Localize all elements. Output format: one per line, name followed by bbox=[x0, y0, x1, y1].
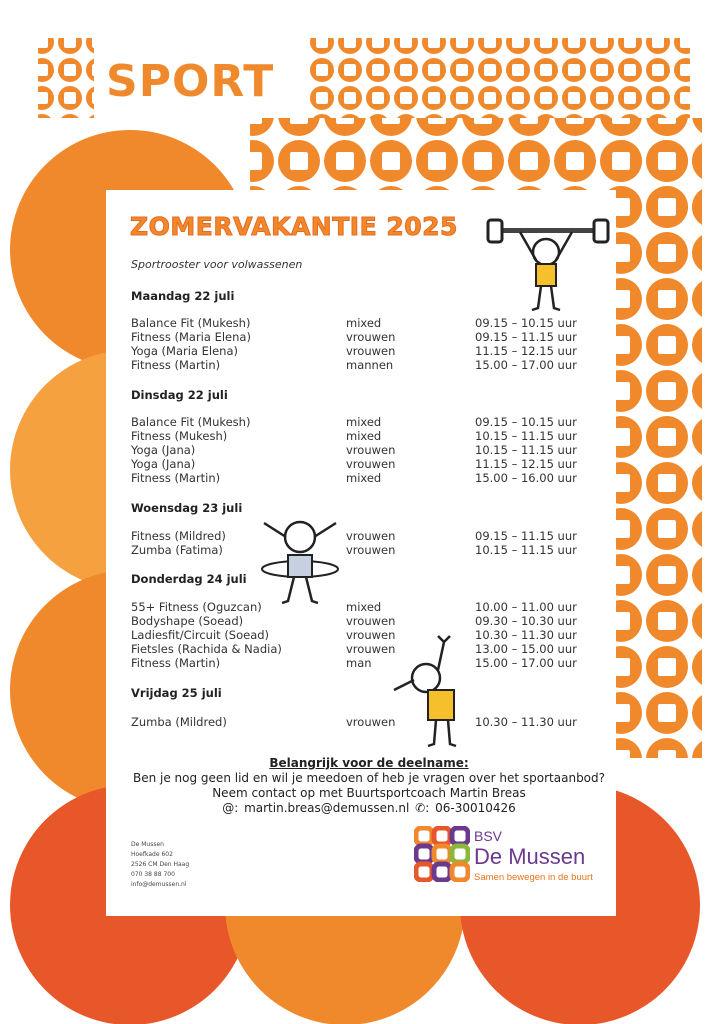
group: vrouwen bbox=[346, 344, 396, 358]
group: vrouwen bbox=[346, 457, 396, 471]
contact-line bbox=[106, 801, 632, 816]
logo-mark-icon bbox=[414, 826, 470, 882]
activity: Fietsles (Rachida & Nadia) bbox=[131, 642, 282, 656]
schedule-row bbox=[131, 457, 601, 471]
address-line: De Mussen bbox=[131, 841, 164, 848]
time: 10.30 – 11.30 uur bbox=[475, 628, 577, 642]
schedule-row bbox=[131, 415, 601, 429]
group: mixed bbox=[346, 471, 382, 485]
schedule-row bbox=[131, 656, 601, 670]
group: vrouwen bbox=[346, 642, 396, 656]
activity: Fitness (Martin) bbox=[131, 358, 221, 372]
address-block bbox=[131, 840, 189, 890]
address-line: info@demussen.nl bbox=[131, 881, 187, 888]
group: vrouwen bbox=[346, 614, 396, 628]
schedule-row bbox=[131, 443, 601, 457]
exercise-figure-icon bbox=[388, 630, 474, 748]
schedule-row bbox=[131, 358, 601, 372]
important-line-2: Neem contact op met Buurtsportcoach Martin Breas bbox=[212, 786, 526, 800]
time: 09.15 – 10.15 uur bbox=[475, 415, 577, 429]
day-title: Dinsdag 22 juli bbox=[131, 388, 228, 402]
schedule-row bbox=[131, 543, 601, 557]
time: 09.15 – 11.15 uur bbox=[475, 529, 577, 543]
schedule-row bbox=[131, 344, 601, 358]
email-link[interactable]: martin.breas@demussen.nl bbox=[244, 801, 410, 815]
logo-prefix: BSV bbox=[474, 828, 503, 844]
logo-name: De Mussen bbox=[474, 844, 586, 869]
phone-icon: ✆: bbox=[415, 801, 430, 815]
group: vrouwen bbox=[346, 628, 396, 642]
address-line: 2526 CM Den Haag bbox=[131, 861, 190, 868]
day-title: Maandag 22 juli bbox=[131, 289, 235, 303]
schedule-row bbox=[131, 628, 601, 642]
time: 09.15 – 10.15 uur bbox=[475, 316, 577, 330]
activity: Bodyshape (Soead) bbox=[131, 614, 244, 628]
address-line: Hoefkade 602 bbox=[131, 851, 173, 858]
activity: Fitness (Martin) bbox=[131, 656, 221, 670]
schedule-row bbox=[131, 471, 601, 485]
group: mannen bbox=[346, 358, 394, 372]
top-band-pattern bbox=[308, 38, 690, 118]
day-title: Woensdag 23 juli bbox=[131, 501, 243, 515]
corner-pattern bbox=[38, 38, 94, 118]
logo-tagline: Samen bewegen in de buurt bbox=[474, 872, 593, 883]
card-heading: ZOMERVAKANTIE 2025 bbox=[130, 212, 458, 241]
schedule-row bbox=[131, 642, 601, 656]
hula-hoop-figure-icon bbox=[258, 515, 342, 607]
schedule-row bbox=[131, 316, 601, 330]
activity: Yoga (Maria Elena) bbox=[131, 344, 238, 358]
activity: Fitness (Mildred) bbox=[131, 529, 226, 543]
time: 10.15 – 11.15 uur bbox=[475, 429, 577, 443]
sport-title: SPORT bbox=[106, 56, 275, 107]
time: 13.00 – 15.00 uur bbox=[475, 642, 577, 656]
phone-number[interactable]: 06-30010426 bbox=[435, 801, 516, 815]
activity: Fitness (Maria Elena) bbox=[131, 330, 251, 344]
schedule-row bbox=[131, 614, 601, 628]
activity: Fitness (Martin) bbox=[131, 471, 221, 485]
time: 15.00 – 17.00 uur bbox=[475, 358, 577, 372]
group: mixed bbox=[346, 429, 382, 443]
activity: Ladiesfit/Circuit (Soead) bbox=[131, 628, 270, 642]
group: man bbox=[346, 656, 372, 670]
schedule-row bbox=[131, 600, 601, 614]
group: vrouwen bbox=[346, 330, 396, 344]
time: 11.15 – 12.15 uur bbox=[475, 457, 577, 471]
activity: Yoga (Jana) bbox=[131, 443, 196, 457]
address-line: 070 38 88 700 bbox=[131, 871, 175, 878]
important-line-1: Ben je nog geen lid en wil je meedoen of heb je vragen over het sportaanbod? bbox=[132, 771, 606, 785]
activity: Balance Fit (Mukesh) bbox=[131, 316, 251, 330]
activity: Zumba (Fatima) bbox=[131, 543, 223, 557]
time: 09.30 – 10.30 uur bbox=[475, 614, 577, 628]
day-title: Donderdag 24 juli bbox=[131, 572, 247, 586]
activity: Fitness (Mukesh) bbox=[131, 429, 228, 443]
time: 09.15 – 11.15 uur bbox=[475, 330, 577, 344]
group: vrouwen bbox=[346, 543, 396, 557]
group: mixed bbox=[346, 600, 382, 614]
day-title: Vrijdag 25 juli bbox=[131, 686, 222, 700]
weightlifter-figure-icon bbox=[486, 212, 610, 316]
at-icon: @: bbox=[222, 801, 239, 815]
time: 11.15 – 12.15 uur bbox=[475, 344, 577, 358]
time: 10.15 – 11.15 uur bbox=[475, 543, 577, 557]
activity: Yoga (Jana) bbox=[131, 457, 196, 471]
activity: Balance Fit (Mukesh) bbox=[131, 415, 251, 429]
group: mixed bbox=[346, 316, 382, 330]
activity: Zumba (Mildred) bbox=[131, 715, 227, 729]
schedule-row bbox=[131, 529, 601, 543]
activity: 55+ Fitness (Oguzcan) bbox=[131, 600, 262, 614]
time: 10.15 – 11.15 uur bbox=[475, 443, 577, 457]
important-title: Belangrijk voor de deelname: bbox=[269, 756, 469, 770]
schedule-row bbox=[131, 715, 601, 729]
important-notice bbox=[106, 756, 632, 816]
schedule-row bbox=[131, 429, 601, 443]
bsv-logo bbox=[412, 822, 612, 892]
time: 10.00 – 11.00 uur bbox=[475, 600, 577, 614]
schedule-row bbox=[131, 330, 601, 344]
time: 10.30 – 11.30 uur bbox=[475, 715, 577, 729]
time: 15.00 – 16.00 uur bbox=[475, 471, 577, 485]
group: vrouwen bbox=[346, 443, 396, 457]
card-subtitle: Sportrooster voor volwassenen bbox=[131, 258, 303, 271]
group: mixed bbox=[346, 415, 382, 429]
group: vrouwen bbox=[346, 715, 396, 729]
group: vrouwen bbox=[346, 529, 396, 543]
time: 15.00 – 17.00 uur bbox=[475, 656, 577, 670]
